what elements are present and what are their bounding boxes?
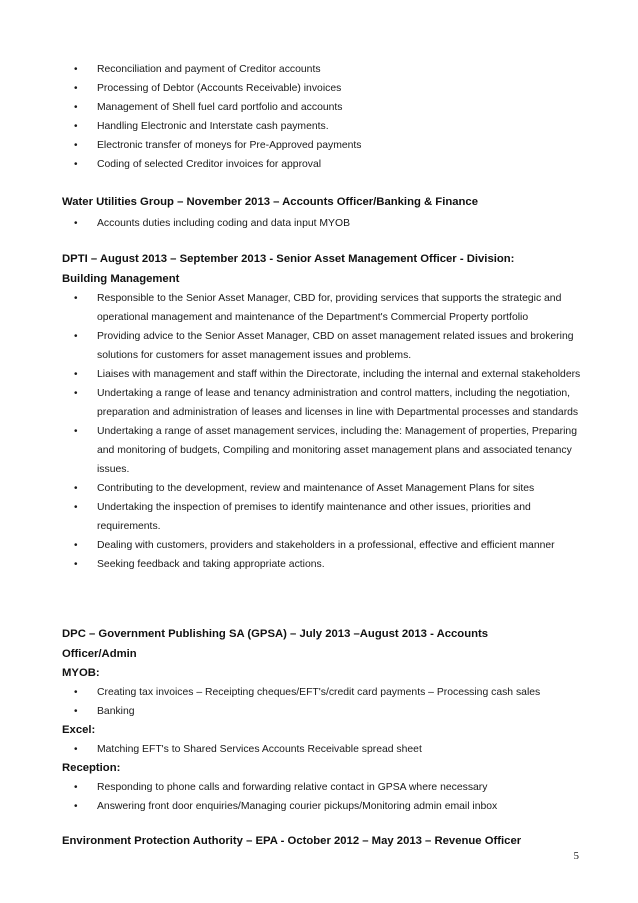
bullet-list [0, 214, 638, 233]
list-item: • Providing advice to the Senior Asset Manager, CBD on asset management related issues and brokering solutions for customers for asset management issues and problems. [0, 327, 638, 365]
bullet-icon: • [74, 331, 78, 342]
job-heading: Environment Protection Authority – EPA - October 2012 – May 2013 – Revenue Officer [62, 835, 522, 847]
job-heading: DPTI – August 2013 – September 2013 - Senior Asset Management Officer - Division: Building Management [62, 253, 515, 285]
bullet-icon: • [74, 293, 78, 304]
bullet-icon: • [74, 159, 78, 170]
list-item: • Seeking feedback and taking appropriate actions. [0, 555, 638, 574]
bullet-icon: • [74, 687, 78, 698]
page-number: 5 [573, 850, 579, 862]
bullet-icon: • [74, 64, 78, 75]
bullet-icon: • [74, 426, 78, 437]
bullet-icon: • [74, 369, 78, 380]
bullet-list [0, 60, 638, 174]
bullet-list [0, 740, 638, 759]
reception-label: Reception: [62, 762, 121, 774]
job-heading: Water Utilities Group – November 2013 – Accounts Officer/Banking & Finance [62, 196, 478, 208]
myob-label: MYOB: [62, 667, 100, 679]
list-item: • Undertaking a range of asset management services, including the: Management of properties, Preparing and monitoring of budgets, Compiling and monitoring asset management plans and associated tenancy issues. [0, 422, 638, 479]
bullet-icon: • [74, 83, 78, 94]
list-item: • Coding of selected Creditor invoices for approval [0, 155, 638, 174]
bullet-icon: • [74, 217, 78, 229]
bullet-icon: • [74, 744, 78, 755]
bullet-icon: • [74, 801, 78, 812]
list-item: • Accounts duties including coding and data input MYOB [0, 214, 638, 233]
bullet-icon: • [74, 540, 78, 551]
list-item: • Contributing to the development, review and maintenance of Asset Management Plans for sites [0, 479, 638, 498]
section-dpti [0, 250, 638, 574]
section-gpsa [0, 625, 638, 816]
list-item: • Matching EFT's to Shared Services Accounts Receivable spread sheet [0, 740, 638, 759]
bullet-icon: • [74, 782, 78, 793]
list-item: • Management of Shell fuel card portfolio and accounts [0, 98, 638, 117]
bullet-list [0, 683, 638, 721]
list-item: • Responding to phone calls and forwarding relative contact in GPSA where necessary [0, 778, 638, 797]
bullet-list [0, 289, 638, 574]
bullet-icon: • [74, 102, 78, 113]
bullet-list [0, 778, 638, 816]
list-item: • Creating tax invoices – Receipting cheques/EFT's/credit card payments – Processing cash sales [0, 683, 638, 702]
excel-label: Excel: [62, 724, 96, 736]
list-item: • Responsible to the Senior Asset Manager, CBD for, providing services that supports the strategic and operational management and maintenance of the Department's Commercial Property portfolio [0, 289, 638, 327]
section-epa [0, 832, 638, 852]
list-item: • Answering front door enquiries/Managing courier pickups/Monitoring admin email inbox [0, 797, 638, 816]
list-item: • Liaises with management and staff within the Directorate, including the internal and external stakeholders [0, 365, 638, 384]
bullet-icon: • [74, 559, 78, 570]
list-item: • Reconciliation and payment of Creditor accounts [0, 60, 638, 79]
list-item: • Electronic transfer of moneys for Pre-Approved payments [0, 136, 638, 155]
bullet-icon: • [74, 483, 78, 494]
bullet-icon: • [74, 121, 78, 132]
list-item: • Handling Electronic and Interstate cash payments. [0, 117, 638, 136]
job-heading: DPC – Government Publishing SA (GPSA) – July 2013 –August 2013 - Accounts Officer/Admin [62, 628, 489, 660]
bullet-icon: • [74, 388, 78, 399]
section-water-utilities [0, 193, 638, 233]
list-item: • Dealing with customers, providers and stakeholders in a professional, effective and efficient manner [0, 536, 638, 555]
bullet-icon: • [74, 502, 78, 513]
list-item: • Banking [0, 702, 638, 721]
list-item: • Undertaking the inspection of premises to identify maintenance and other issues, priorities and requirements. [0, 498, 638, 536]
bullet-icon: • [74, 140, 78, 151]
list-item: • Processing of Debtor (Accounts Receivable) invoices [0, 79, 638, 98]
list-item: • Undertaking a range of lease and tenancy administration and control matters, including the negotiation, preparation and administration of leases and licenses in line with Departmental processes and standards [0, 384, 638, 422]
section-creditor-duties [0, 60, 638, 174]
bullet-icon: • [74, 706, 78, 717]
